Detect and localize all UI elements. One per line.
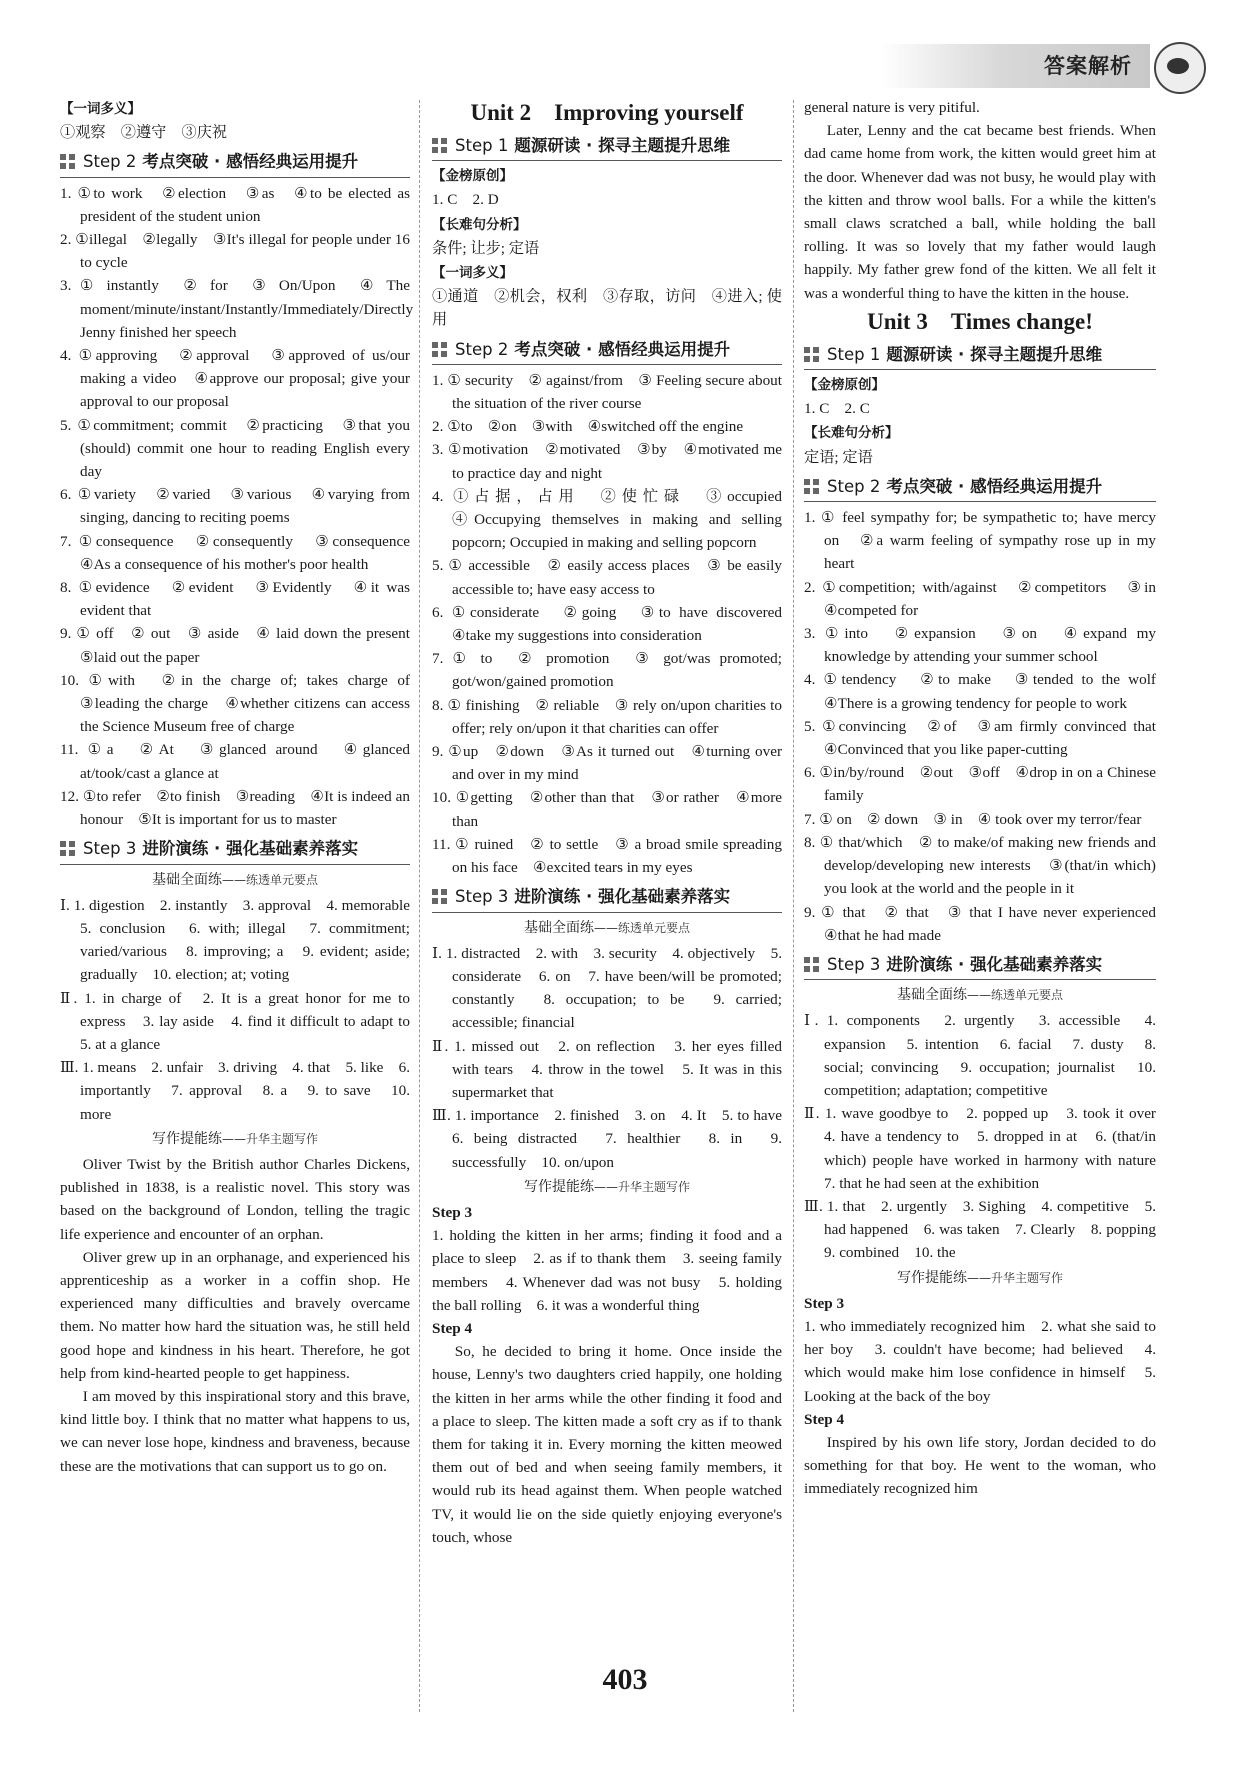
subsection-title: 写作提能练——升华主题写作 [896,1269,1063,1286]
answer-item: 5. ①commitment; commit ②practicing ③that you (should) commit one hour to reading English every day [60,416,410,481]
essay-paragraph: Later, Lenny and the cat became best friends. When dad came home from work, the kitten would greet him at the door. Whenever dad was not busy, he would play with the kitten and throw wool balls. For a while the kitten's small claws scratched a ball, while holding the ball rolling. It was so lovely that my father would laugh happily. My father grew fond of the kitten. We all felt it was a wonderful thing to have the kitten in the house. [804,122,1156,302]
answer-item: 8. ① finishing ② reliable ③ rely on/upon charities to offer; rely on/upon it that charities can offer [432,696,782,737]
section-tag: 【金榜原创】 [804,377,885,394]
writing-step-label: Step 3 [804,1294,845,1312]
essay-paragraph: Oliver grew up in an orphanage, and experienced his apprenticeship as a worker in a coffin shop. He experienced many difficulties and bravely overcame them. No matter how hard the situation was, he still held good hope and kindness in his heart. Therefore, he got help from kind-hearted people to get happiness. [60,1248,410,1382]
exercise-answer: Ⅲ. 1. importance 2. finished 3. on 4. It 5. to have 6. being distracted 7. healthier 8. in 9. successfully 10. on/upon [432,1107,798,1171]
subsection-title: 基础全面练——练透单元要点 [151,871,318,888]
answer-line: ①观察 ②遵守 ③庆祝 [60,124,228,142]
answer-item: 1. ① security ② against/from ③ Feeling secure about the situation of the river course [432,371,782,413]
section-tag: 【长难句分析】 [432,216,527,233]
step-grid-icon [804,347,819,362]
writing-answer: 1. holding the kitten in her arms; finding it food and a place to sleep 2. as if to thank them 3. seeing family members 4. Whenever dad was not busy 5. holding the ball rolling 6. it was a wonderful thing [432,1227,782,1314]
step-grid-icon [804,479,819,494]
unit-title: Unit 2 Improving yourself [470,100,744,125]
step-heading: Step 1 题源研读 · 探寻主题提升思维 [804,343,1156,370]
answer-item: 6. ①considerate ②going ③to have discovered ④take my suggestions into consideration [432,603,798,645]
column-middle [432,96,798,1549]
answer-item: 5. ①convincing ②of ③am firmly convinced that ④Convinced that you like paper-cutting [804,717,1172,759]
answer-item: 3. ①into ②expansion ③on ④expand my knowledge by attending your summer school [804,625,1156,666]
section-tag: 【金榜原创】 [432,168,513,185]
answer-line: 定语; 定语 [804,448,873,466]
essay-paragraph: general nature is very pitiful. [804,99,980,116]
step-heading: Step 3 进阶演练 · 强化基础素养落实 [804,953,1156,980]
answer-item: 7. ① on ② down ③ in ④ took over my terror/fear [804,810,1142,828]
step-grid-icon [432,889,447,904]
answer-item: 7. ① to ② promotion ③ got/was promoted; got/won/gained promotion [432,650,782,691]
step-heading: Step 3 进阶演练 · 强化基础素养落实 [60,837,410,864]
answer-item: 2. ①to ②on ③with ④switched off the engine [432,418,744,436]
essay-paragraph: Oliver Twist by the British author Charles Dickens, published in 1838, is a realistic novel. This story was based on the background of London, telling the tragic life experience and encounter of an orphan. [60,1155,410,1243]
step-grid-icon [432,138,447,153]
header-title: 答案解析 [1044,54,1132,78]
writing-step-label: Step 4 [432,1319,473,1337]
column-left [60,96,426,1478]
page-header [880,36,1210,94]
subsection-title: 基础全面练——练透单元要点 [523,919,690,936]
column-right [804,96,1172,1501]
answer-item: 4. ①占据，占用 ②使忙碌 ③occupied ④Occupying themselves in making and selling popcorn; Occupied in making and selling popcorn [432,487,798,552]
step-grid-icon [804,957,819,972]
answer-item: 3. ①motivation ②motivated ③by ④motivated me to practice day and night [432,441,782,482]
exercise-answer: Ⅱ. 1. missed out 2. on reflection 3. her eyes filled with tears 4. throw in the towel 5. It was in this supermarket that [432,1037,782,1101]
answer-item: 5. ① accessible ② easily access places ③ be easily accessible to; have easy access to [432,557,782,598]
subsection-title: 基础全面练——练透单元要点 [896,987,1063,1004]
subsection-title: 写作提能练——升华主题写作 [151,1130,318,1147]
essay-paragraph: So, he decided to bring it home. Once inside the house, Lenny's two daughters cried happily, one holding the kitten in her arms while the other finding it food and a place to sleep. The kitten made a soft cry as if to thank them for taking it in. Every morning the kitten meowed them out of bed and when seeing family members, it would rub its head against them. When people watched TV, it would lie on the side quietly enjoying everyone's touch, whose [432,1343,782,1546]
answer-item: 9. ① that ② that ③ that I have never experienced ④that he had made [804,903,1172,944]
answer-item: 6. ①variety ②varied ③various ④varying from singing, dancing to reciting poems [60,486,410,527]
publisher-logo-icon [1154,42,1206,94]
answer-item: 1. ① feel sympathy for; be sympathetic to; have mercy on ②a warm feeling of sympathy rose up in my heart [804,509,1156,573]
answer-item: 7. ①consequence ②consequently ③consequence ④As a consequence of his mother's poor health [60,532,426,573]
answer-item: 11. ① ruined ② to settle ③ a broad smile spreading on his face ④excited tears in my eyes [432,835,782,877]
answer-item: 9. ①up ②down ③As it turned out ④turning over and over in my mind [432,743,782,784]
step-heading: Step 1 题源研读 · 探寻主题提升思维 [432,134,782,161]
section-tag: 【一词多义】 [60,101,141,117]
step-grid-icon [432,342,447,357]
answer-item: 2. ①illegal ②legally ③It's illegal for people under 16 to cycle [60,231,410,272]
answer-item: 6. ①in/by/round ②out ③off ④drop in on a Chinese family [804,764,1156,805]
step-heading: Step 2 考点突破 · 感悟经典运用提升 [804,475,1156,502]
writing-step-label: Step 3 [432,1203,473,1221]
step-heading: Step 2 考点突破 · 感悟经典运用提升 [432,338,782,365]
answer-item: 4. ①tendency ②to make ③tended to the wolf ④There is a growing tendency for people to work [804,671,1172,712]
section-tag: 【一词多义】 [432,265,513,282]
answer-line: 1. C 2. D [432,191,499,209]
exercise-answer: Ⅱ. 1. in charge of 2. It is a great honor for me to express 3. lay aside 4. find it difficult to adapt to 5. at a glance [60,989,426,1053]
answer-item: 11. ①a ②At ③glanced around ④glanced at/took/cast a glance at [60,741,410,782]
answer-item: 8. ①evidence ②evident ③Evidently ④it was evident that [60,579,410,620]
step-heading: Step 3 进阶演练 · 强化基础素养落实 [432,885,782,912]
exercise-answer: Ⅱ. 1. wave goodbye to 2. popped up 3. took it over 4. have a tendency to 5. dropped in at 6. (that/in which) people have worked in harmony with nature 7. that he had seen at the exhibition [804,1105,1172,1192]
exercise-answer: Ⅲ. 1. means 2. unfair 3. driving 4. that 5. like 6. importantly 7. approval 8. a 9. to save 10. more [60,1059,410,1123]
answer-item: 2. ①competition; with/against ②competitors ③in ④competed for [804,578,1172,619]
answer-item: 10. ①with ②in the charge of; takes charge of ③leading the charge ④whether citizens can access the Science Museum free of charge [60,671,426,736]
answer-item: 12. ①to refer ②to finish ③reading ④It is indeed an honour ⑤It is important for us to master [60,787,410,829]
step-grid-icon [60,154,75,169]
answer-item: 9. ① off ② out ③ aside ④ laid down the present ⑤laid out the paper [60,625,426,666]
writing-step-label: Step 4 [804,1410,845,1428]
unit-title: Unit 3 Times change! [867,308,1093,334]
answer-line: 1. C 2. C [804,400,870,418]
answer-item: 3. ① instantly ② for ③ On/Upon ④ The moment/minute/instant/Instantly/Immediately/Directly Jenny finished her speech [60,277,414,341]
section-tag: 【长难句分析】 [804,425,899,442]
column-divider [793,100,794,1712]
step-heading: Step 2 考点突破 · 感悟经典运用提升 [60,150,410,177]
answer-line: ①通道 ②机会，权利 ③存取，访问 ④进入; 使用 [432,288,782,329]
answer-item: 10. ①getting ②other than that ③or rather ④more than [432,789,782,830]
step-grid-icon [60,841,75,856]
exercise-answer: Ⅲ. 1. that 2. urgently 3. Sighing 4. competitive 5. had happened 6. was taken 7. Clearly 8. popping 9. combined 10. the [804,1197,1172,1262]
essay-paragraph: I am moved by this inspirational story and this brave, kind little boy. I think that no matter what happens to us, we can never lose hope, kindness and braveness, because these are the motivations that can support us to go on. [60,1387,410,1475]
exercise-answer: Ⅰ. 1. components 2. urgently 3. accessible 4. expansion 5. intention 6. facial 7. dusty 8. social; convincing 9. occupation; journalist 10. competition; adaptation; competitive [804,1012,1156,1099]
exercise-answer: Ⅰ. 1. digestion 2. instantly 3. approval 4. memorable 5. conclusion 6. with; illegal 7. commitment; varied/various 8. improving; a 9. evident; aside; gradually 10. election; at; voting [60,896,426,984]
answer-item: 4. ①approving ②approval ③approved of us/our making a video ④approve our proposal; give your approval to our proposal [60,347,410,411]
answer-item: 8. ① that/which ② to make/of making new friends and develop/developing new interests ③(that/in which) you look at the world and the people in it [804,833,1156,898]
exercise-answer: Ⅰ. 1. distracted 2. with 3. security 4. objectively 5. considerate 6. on 7. have been/will be promoted; constantly 8. occupation; to be 9. carried; accessible; financial [432,944,782,1032]
writing-answer: 1. who immediately recognized him 2. what she said to her boy 3. couldn't have become; had believed 4. which would make him lose confidence in himself 5. Looking at the back of the boy [804,1317,1156,1405]
page-number: 403 [602,1663,648,1696]
essay-paragraph: Inspired by his own life story, Jordan decided to do something for that boy. He went to the woman, who immediately recognized him [804,1433,1156,1498]
answer-line: 条件; 让步; 定语 [432,239,540,257]
answer-item: 1. ①to work ②election ③as ④to be elected as president of the student union [60,184,410,225]
subsection-title: 写作提能练——升华主题写作 [523,1178,690,1195]
